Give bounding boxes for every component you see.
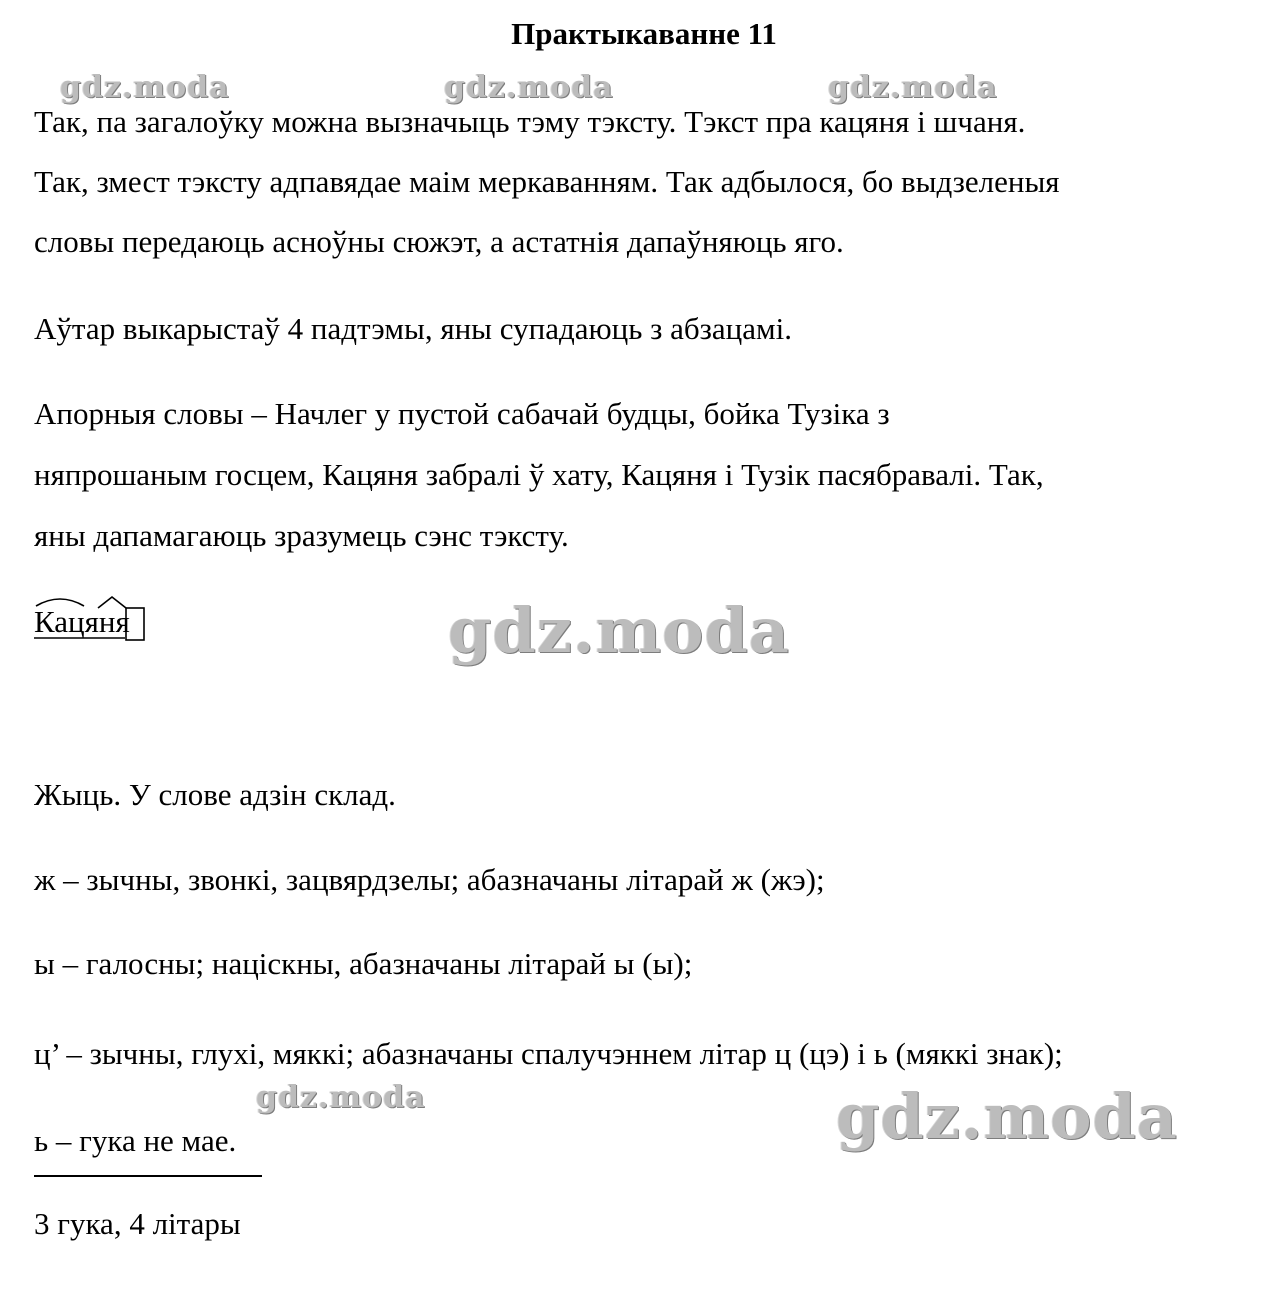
morpheme-marks — [34, 590, 154, 650]
word-analysis — [34, 590, 154, 650]
suffix-mark — [98, 597, 126, 608]
paragraph-line: яны дапамагаюць зразумець сэнс тэксту. — [34, 518, 569, 553]
analyzed-word: Кацяня — [34, 604, 130, 639]
watermark-logo: gdz.moda — [256, 1080, 426, 1115]
sound-description: ы – галосны; націскны, абазначаны літарай ы (ы); — [34, 946, 693, 981]
root-arc — [36, 599, 84, 606]
paragraph-line: словы передаюць асноўны сюжэт, а астатнія дапаўняюць яго. — [34, 224, 844, 259]
watermark-logo: gdz.moda — [60, 70, 230, 105]
watermark-logo: gdz.moda — [444, 70, 614, 105]
paragraph-line: Аўтар выкарыстаў 4 падтэмы, яны супадаюць з абзацамі. — [34, 311, 792, 346]
paragraph-line: Апорныя словы – Начлег у пустой сабачай будцы, бойка Тузіка з — [34, 396, 890, 431]
phonetic-word-line: Жыць. У слове адзін склад. — [34, 777, 396, 812]
paragraph-line: Так, па загалоўку можна вызначыць тэму тэксту. Тэкст пра кацяня і шчаня. — [34, 104, 1026, 139]
ending-box — [126, 608, 144, 640]
watermark-logo: gdz.moda — [448, 594, 790, 667]
watermark-logo: gdz.moda — [828, 70, 998, 105]
sound-description: ь – гука не мае. — [34, 1123, 237, 1158]
exercise-title: Практыкаванне 11 — [511, 16, 777, 51]
paragraph-line: няпрошаным госцем, Кацяня забралі ў хату, Кацяня і Тузік пасябравалі. Так, — [34, 457, 1044, 492]
divider-line — [34, 1175, 262, 1177]
phonetic-summary: 3 гука, 4 літары — [34, 1206, 241, 1241]
sound-description: ц’ – зычны, глухі, мяккі; абазначаны спалучэннем літар ц (цэ) і ь (мяккі знак); — [34, 1036, 1063, 1071]
sound-description: ж – зычны, звонкі, зацвярдзелы; абазначаны літарай ж (жэ); — [34, 862, 825, 897]
paragraph-line: Так, змест тэксту адпавядае маім меркаванням. Так адбылося, бо выдзеленыя — [34, 164, 1060, 199]
watermark-logo: gdz.moda — [836, 1080, 1178, 1153]
